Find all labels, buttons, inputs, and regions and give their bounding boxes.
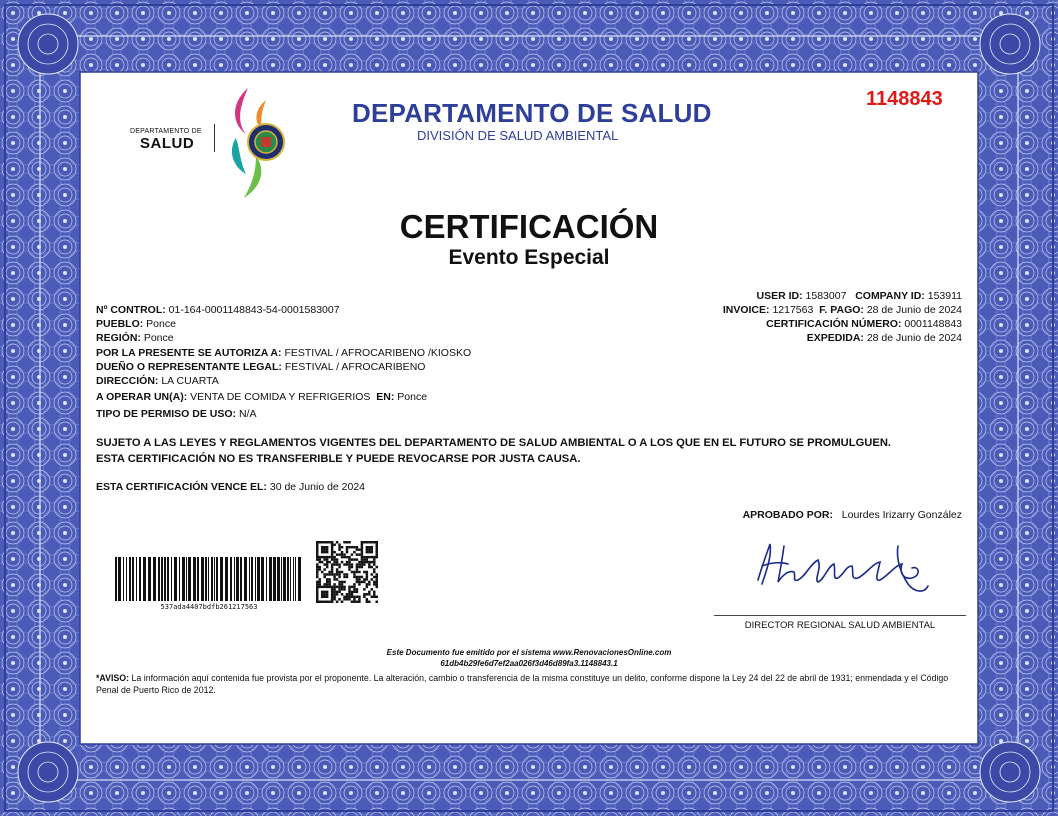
pr-seal-icon xyxy=(226,86,296,200)
meta-row-expedida xyxy=(723,331,962,345)
field-label: Nº CONTROL: xyxy=(96,304,166,316)
field-value: Ponce xyxy=(146,318,176,331)
invoice-value: 1217563 xyxy=(772,304,814,316)
signature-image xyxy=(748,536,938,604)
field-value: FESTIVAL / AFROCARIBENO xyxy=(284,360,426,373)
field-value: 01-164-0001148843-54-0001583007 xyxy=(168,304,340,316)
aviso-notice xyxy=(96,672,966,696)
legal-notice xyxy=(96,435,891,467)
cert-num-label: CERTIFICACIÓN NÚMERO: xyxy=(766,318,902,330)
meta-row-invoice xyxy=(723,303,962,317)
operate-value: VENTA DE COMIDA Y REFRIGERIOS xyxy=(190,391,371,404)
permit-label: TIPO DE PERMISO DE USO: xyxy=(96,408,237,421)
permit-row xyxy=(96,407,471,421)
cert-num-value: 0001148843 xyxy=(904,318,962,330)
barcode-image xyxy=(113,555,305,603)
emitted-text: Este Documento fue emitido por el sistema www.RenovacionesOnline.com xyxy=(386,648,672,657)
user-id-value: 1583007 xyxy=(805,290,847,302)
field-row xyxy=(96,303,471,317)
operate-label: A OPERAR UN(A): xyxy=(96,391,188,404)
field-row xyxy=(96,374,471,388)
company-id-label: COMPANY ID: xyxy=(855,290,925,302)
fpago-label: F. PAGO: xyxy=(819,304,864,316)
aviso-label: *AVISO: xyxy=(96,673,130,683)
user-id-label: USER ID: xyxy=(756,290,803,302)
division-subtitle: DIVISIÓN DE SALUD AMBIENTAL xyxy=(417,128,619,143)
approval-row xyxy=(743,508,962,522)
field-label: DUEÑO O REPRESENTANTE LEGAL: xyxy=(96,360,282,373)
meta-row-cert-num xyxy=(723,317,962,331)
logo-text-top: DEPARTAMENTO DE xyxy=(130,128,202,135)
certificate-number: 1148843 xyxy=(866,88,943,110)
field-label: REGIÓN: xyxy=(96,332,141,345)
document-hash: 61db4b29fe6d7ef2aa026f3d46d89fa3.1148843.1 xyxy=(440,659,618,668)
notice-line-2: ESTA CERTIFICACIÓN NO ES TRANSFERIBLE Y PUEDE REVOCARSE POR JUSTA CAUSA. xyxy=(96,453,581,465)
certificate-title: CERTIFICACIÓN xyxy=(399,208,659,245)
fields-block xyxy=(96,303,471,421)
logo-separator xyxy=(214,124,215,152)
field-row xyxy=(96,346,471,360)
director-title: DIRECTOR REGIONAL SALUD AMBIENTAL xyxy=(744,620,936,631)
field-value: Ponce xyxy=(143,332,174,345)
expiry-value: 30 de Junio de 2024 xyxy=(269,481,366,493)
qr-code-image xyxy=(316,541,378,603)
operate-en-value: Ponce xyxy=(397,391,428,404)
field-row xyxy=(96,331,471,345)
barcode-text: 537ada4407bdfb261217563 xyxy=(160,603,258,611)
signature-line xyxy=(714,615,966,616)
field-label: POR LA PRESENTE SE AUTORIZA A: xyxy=(96,346,282,359)
approver-name: Lourdes Irizarry González xyxy=(841,509,962,521)
company-id-value: 153911 xyxy=(927,290,962,302)
field-label: DIRECCIÓN: xyxy=(96,374,159,387)
meta-block xyxy=(723,289,962,345)
permit-value: N/A xyxy=(238,408,257,421)
field-label: PUEBLO: xyxy=(96,318,144,331)
invoice-label: INVOICE: xyxy=(722,304,770,316)
approved-label: APROBADO POR: xyxy=(742,509,834,521)
certificate-subtitle: Evento Especial xyxy=(448,246,610,269)
aviso-text: La información aquí contenida fue provista por el proponente. La alteración, cambio o transferencia de la misma constituye un delito, conforme dispone la Ley 24 del 22 de abril de 1931; enmendada y el Código Penal de Puerto Rico de 2012. xyxy=(96,673,949,695)
department-title: DEPARTAMENTO DE SALUD xyxy=(352,98,712,128)
expiry-row xyxy=(96,480,365,494)
logo-text-salud: SALUD xyxy=(140,135,195,152)
operate-row xyxy=(96,390,471,406)
expedida-value: 28 de Junio de 2024 xyxy=(866,332,962,344)
fpago-value: 28 de Junio de 2024 xyxy=(866,304,962,316)
field-row xyxy=(96,317,471,331)
notice-line-1: SUJETO A LAS LEYES Y REGLAMENTOS VIGENTES DEL DEPARTAMENTO DE SALUD AMBIENTAL O A LOS QUE EN EL FUTURO SE PROMULGUEN. xyxy=(96,437,892,449)
emitted-by xyxy=(0,647,1058,669)
field-value: FESTIVAL / AFROCARIBENO /KIOSKO xyxy=(284,346,472,359)
meta-row-ids xyxy=(723,289,962,303)
operate-en-label: EN: xyxy=(376,391,395,404)
expedida-label: EXPEDIDA: xyxy=(806,332,864,344)
expiry-label: ESTA CERTIFICACIÓN VENCE EL: xyxy=(96,481,267,493)
field-row xyxy=(96,360,471,374)
field-value: LA CUARTA xyxy=(161,374,219,387)
